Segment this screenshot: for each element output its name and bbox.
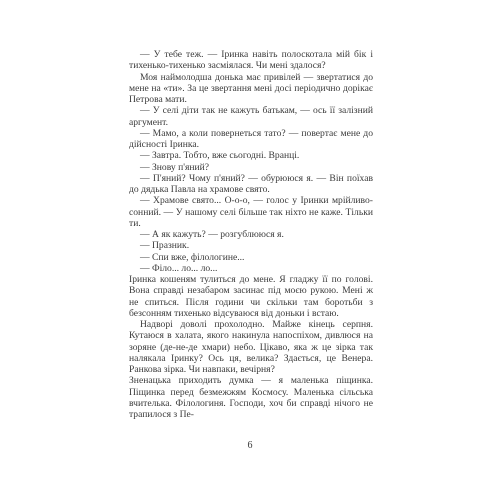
paragraph: — П'яний? Чому п'яний? — обурююся я. — Він поїхав до дядька Павла на храмове свято. <box>129 172 373 195</box>
paragraph: — У селі діти так не кажуть батькам, — ось її залізний аргумент. <box>129 105 373 128</box>
paragraph: Зненацька приходить думка — я маленька піщинка. Піщинка перед безмежжям Космосу. Маленька сільська вчителька. Філологиня. Господи, хоч би справді нічого не трапилося з Пе- <box>129 375 373 420</box>
paragraph: — Храмове свято... О-о-о, — голос у Іринки мрійливо-сонний. — У нашому селі більше так ніхто не каже. Тільки ти. <box>129 195 373 229</box>
page-number: 6 <box>247 440 253 451</box>
paragraph: — А як кажуть? — розгублююся я. <box>140 229 284 240</box>
book-page-text <box>129 49 373 420</box>
paragraph: — Мамо, а коли повернеться тато? — повертає мене до дійсності Іринка. <box>129 127 373 150</box>
paragraph: Моя наймолодша донька має привілей — звертатися до мене на «ти». За це звертання мені досі періодично дорікає Петрова мати. <box>129 71 373 105</box>
paragraph: — Завтра. Тобто, вже сьогодні. Вранці. <box>140 150 300 162</box>
paragraph: — Знову п'яний? <box>140 161 210 173</box>
paragraph: — Філо... ло... ло... <box>140 262 218 274</box>
paragraph: — У тебе теж. — Іринка навіть полоскотала мій бік і тихенько-тихенько засміялася. Чи мені здалося? <box>129 49 373 72</box>
paragraph: Надворі доволі прохолодно. Майже кінець серпня. Кутаюся в халата, якого накинула напоспіхом, дивлюся на зоряне (де-не-де хмари) небо. Цікаво, яка ж це зірка так налякала Іринку? Ось ця, велика? Здається, це Венера. Ранкова зірка. Чи навпаки, вечірня? <box>129 319 373 375</box>
paragraph: — Празник. <box>140 240 190 252</box>
paragraph: — Спи вже, філологине... <box>140 251 245 263</box>
paragraph: Іринка кошеням тулиться до мене. Я гладжу її по голові. Вона справді незабаром засинає під моєю рукою. Мені ж не спиться. Після години чи скільки там боротьби з безсонням тихенько відсуваюся від доньки і встаю. <box>129 274 373 319</box>
